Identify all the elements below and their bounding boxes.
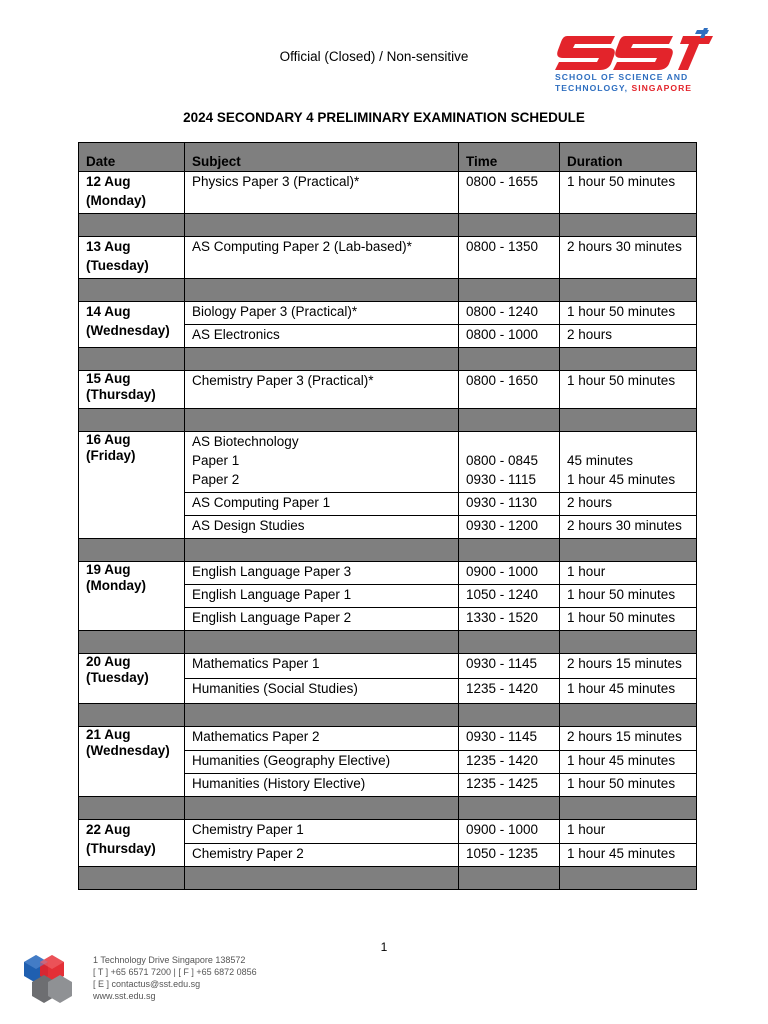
date-label: 21 Aug [86,727,131,742]
separator-row [79,214,697,237]
paper-label: Paper 1 [192,453,240,468]
column-header-date: Date [79,143,185,172]
time-cell: 1050 - 1240 [459,585,560,608]
exam-schedule-table [78,142,697,890]
date-cell [79,562,185,631]
table-row [79,371,697,409]
day-label: (Tuesday) [86,258,149,273]
paper-duration: 45 minutes [567,453,634,468]
subject-cell: AS Electronics [185,325,459,348]
duration-cell: 1 hour [560,562,697,585]
day-label: (Tuesday) [86,670,149,685]
cube-logo-icon [22,953,78,1005]
table-row [79,562,697,585]
subject-cell: English Language Paper 2 [185,608,459,631]
date-cell [79,172,185,214]
date-cell [79,820,185,867]
subject-name: AS Biotechnology [192,434,299,449]
day-label: (Wednesday) [86,743,170,758]
paper-duration: 1 hour 45 minutes [567,472,676,487]
subject-cell: Humanities (History Elective) [185,774,459,797]
separator-row [79,797,697,820]
day-label: (Thursday) [86,387,156,402]
date-cell [79,432,185,539]
table-row [79,727,697,751]
separator-row [79,409,697,432]
subject-cell: Chemistry Paper 1 [185,820,459,844]
duration-cell [560,432,697,493]
table-row [79,302,697,325]
date-label: 20 Aug [86,654,131,669]
day-label: (Wednesday) [86,323,170,338]
duration-cell: 2 hours [560,493,697,516]
footer-phone: [ T ] +65 6571 7200 | [ F ] +65 6872 0856 [93,967,257,977]
duration-cell: 2 hours 30 minutes [560,237,697,279]
subject-cell: AS Computing Paper 2 (Lab-based)* [185,237,459,279]
date-label: 22 Aug [86,822,131,837]
separator-row [79,539,697,562]
logo-line-2a: TECHNOLOGY, [555,83,629,93]
time-cell: 0930 - 1145 [459,654,560,679]
table-row [79,820,697,844]
subject-cell [185,432,459,493]
table-header-row [79,143,697,172]
subject-cell: AS Computing Paper 1 [185,493,459,516]
subject-cell: Mathematics Paper 2 [185,727,459,751]
time-cell: 0930 - 1130 [459,493,560,516]
subject-cell: Chemistry Paper 2 [185,844,459,867]
date-cell [79,727,185,797]
time-cell: 0900 - 1000 [459,820,560,844]
table-row [79,237,697,279]
subject-cell: Biology Paper 3 (Practical)* [185,302,459,325]
separator-row [79,631,697,654]
paper-time: 0800 - 0845 [466,453,539,468]
document-title: 2024 SECONDARY 4 PRELIMINARY EXAMINATION SCHEDULE [183,110,585,125]
paper-time: 0930 - 1115 [466,472,537,487]
day-label: (Friday) [86,448,136,463]
duration-cell: 2 hours 15 minutes [560,654,697,679]
time-cell: 0930 - 1145 [459,727,560,751]
paper-label: Paper 2 [192,472,240,487]
subject-cell: AS Design Studies [185,516,459,539]
time-cell: 0900 - 1000 [459,562,560,585]
date-cell [79,654,185,704]
time-cell: 1235 - 1425 [459,774,560,797]
date-cell [79,302,185,348]
day-label: (Monday) [86,193,146,208]
subject-cell: Physics Paper 3 (Practical)* [185,172,459,214]
subject-cell: Chemistry Paper 3 (Practical)* [185,371,459,409]
column-header-duration: Duration [560,143,697,172]
time-cell: 0930 - 1200 [459,516,560,539]
duration-cell: 2 hours [560,325,697,348]
time-cell: 1050 - 1235 [459,844,560,867]
document-classification: Official (Closed) / Non-sensitive [279,49,469,64]
column-header-time: Time [459,143,560,172]
duration-cell: 1 hour 50 minutes [560,585,697,608]
duration-cell: 1 hour 45 minutes [560,844,697,867]
date-cell [79,371,185,409]
time-cell: 0800 - 1000 [459,325,560,348]
subject-cell: English Language Paper 3 [185,562,459,585]
time-cell: 0800 - 1240 [459,302,560,325]
footer-email[interactable]: [ E ] contactus@sst.edu.sg [93,979,201,989]
subject-cell: Humanities (Geography Elective) [185,751,459,774]
subject-cell: English Language Paper 1 [185,585,459,608]
duration-cell: 1 hour 45 minutes [560,679,697,704]
table-row [79,654,697,679]
table-row [79,172,697,214]
separator-row [79,279,697,302]
date-label: 15 Aug [86,371,131,386]
duration-cell: 2 hours 15 minutes [560,727,697,751]
table-row [79,432,697,493]
footer-contact [93,954,257,1002]
separator-row [79,348,697,371]
time-cell: 0800 - 1350 [459,237,560,279]
duration-cell: 1 hour 45 minutes [560,751,697,774]
footer-address: 1 Technology Drive Singapore 138572 [93,955,246,965]
page-number: 1 [380,940,388,954]
footer-website[interactable]: www.sst.edu.sg [93,991,156,1001]
time-cell [459,432,560,493]
separator-row [79,704,697,727]
date-cell [79,237,185,279]
subject-cell: Humanities (Social Studies) [185,679,459,704]
time-cell: 1235 - 1420 [459,679,560,704]
duration-cell: 1 hour 50 minutes [560,371,697,409]
duration-cell: 1 hour [560,820,697,844]
time-cell: 0800 - 1655 [459,172,560,214]
day-label: (Monday) [86,578,146,593]
time-cell: 1235 - 1420 [459,751,560,774]
time-cell: 1330 - 1520 [459,608,560,631]
time-cell: 0800 - 1650 [459,371,560,409]
duration-cell: 1 hour 50 minutes [560,774,697,797]
duration-cell: 1 hour 50 minutes [560,608,697,631]
logo-line-2b: SINGAPORE [631,83,693,93]
logo-line-1: SCHOOL OF SCIENCE AND [555,72,689,82]
date-label: 12 Aug [86,174,131,189]
date-label: 19 Aug [86,562,131,577]
sst-logo-mark [555,28,713,70]
duration-cell: 1 hour 50 minutes [560,172,697,214]
separator-row [79,867,697,890]
duration-cell: 1 hour 50 minutes [560,302,697,325]
column-header-subject: Subject [185,143,459,172]
logo-line-2 [555,83,715,93]
date-label: 13 Aug [86,239,131,254]
date-label: 14 Aug [86,304,131,319]
subject-cell: Mathematics Paper 1 [185,654,459,679]
duration-cell: 2 hours 30 minutes [560,516,697,539]
day-label: (Thursday) [86,841,156,856]
date-label: 16 Aug [86,432,131,447]
